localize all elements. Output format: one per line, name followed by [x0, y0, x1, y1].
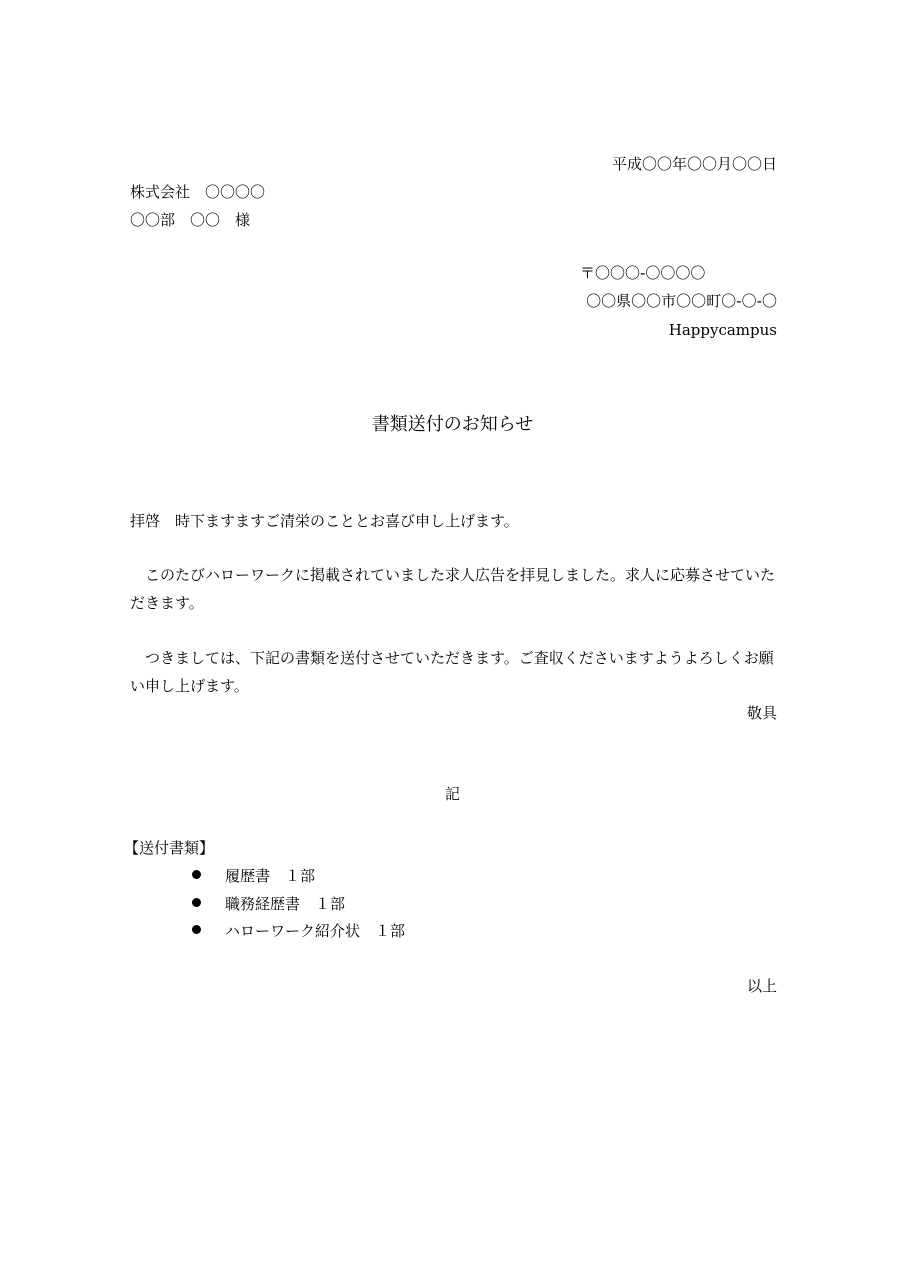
enclosure-item: [192, 921, 405, 941]
recipient-company: 株式会社 〇〇〇〇: [130, 183, 266, 201]
sender-address: 〇〇県〇〇市〇〇町〇-〇-〇: [586, 292, 777, 310]
enclosure-item-label: 職務経歴書 １部: [225, 895, 346, 913]
ki-heading: 記: [444, 785, 460, 803]
bullet-icon: [192, 925, 201, 934]
body-paragraph-2-text: つきましては、下記の書類を送付させていただきます。ご査収くださいますようよろしくお願い申し上げます。: [130, 649, 774, 695]
enclosure-item: [192, 866, 315, 886]
recipient-person: 〇〇部 〇〇 様: [130, 211, 251, 229]
bullet-icon: [192, 898, 201, 907]
body-paragraph-1: [130, 561, 778, 617]
enclosure-item-label: ハローワーク紹介状 １部: [225, 922, 406, 940]
letter-date: 平成〇〇年〇〇月〇〇日: [611, 155, 777, 173]
sender-name: Happycampus: [668, 321, 777, 339]
enclosure-item-label: 履歴書 １部: [225, 867, 316, 885]
enclosures-heading: 【送付書類】: [124, 839, 215, 857]
body-paragraph-1-text: このたびハローワークに掲載されていました求人広告を拝見しました。求人に応募させていただきます。: [130, 566, 776, 612]
bullet-icon: [192, 870, 201, 879]
enclosure-item: [192, 894, 345, 914]
sender-postal-code: 〒〇〇〇-〇〇〇〇: [580, 264, 706, 282]
closing-ijou: 以上: [746, 977, 777, 995]
document-title: 書類送付のお知らせ: [371, 414, 534, 435]
body-paragraph-2: [130, 644, 778, 700]
closing-keigu: 敬具: [746, 704, 777, 722]
greeting-line: 拝啓 時下ますますご清栄のこととお喜び申し上げます。: [130, 512, 519, 530]
